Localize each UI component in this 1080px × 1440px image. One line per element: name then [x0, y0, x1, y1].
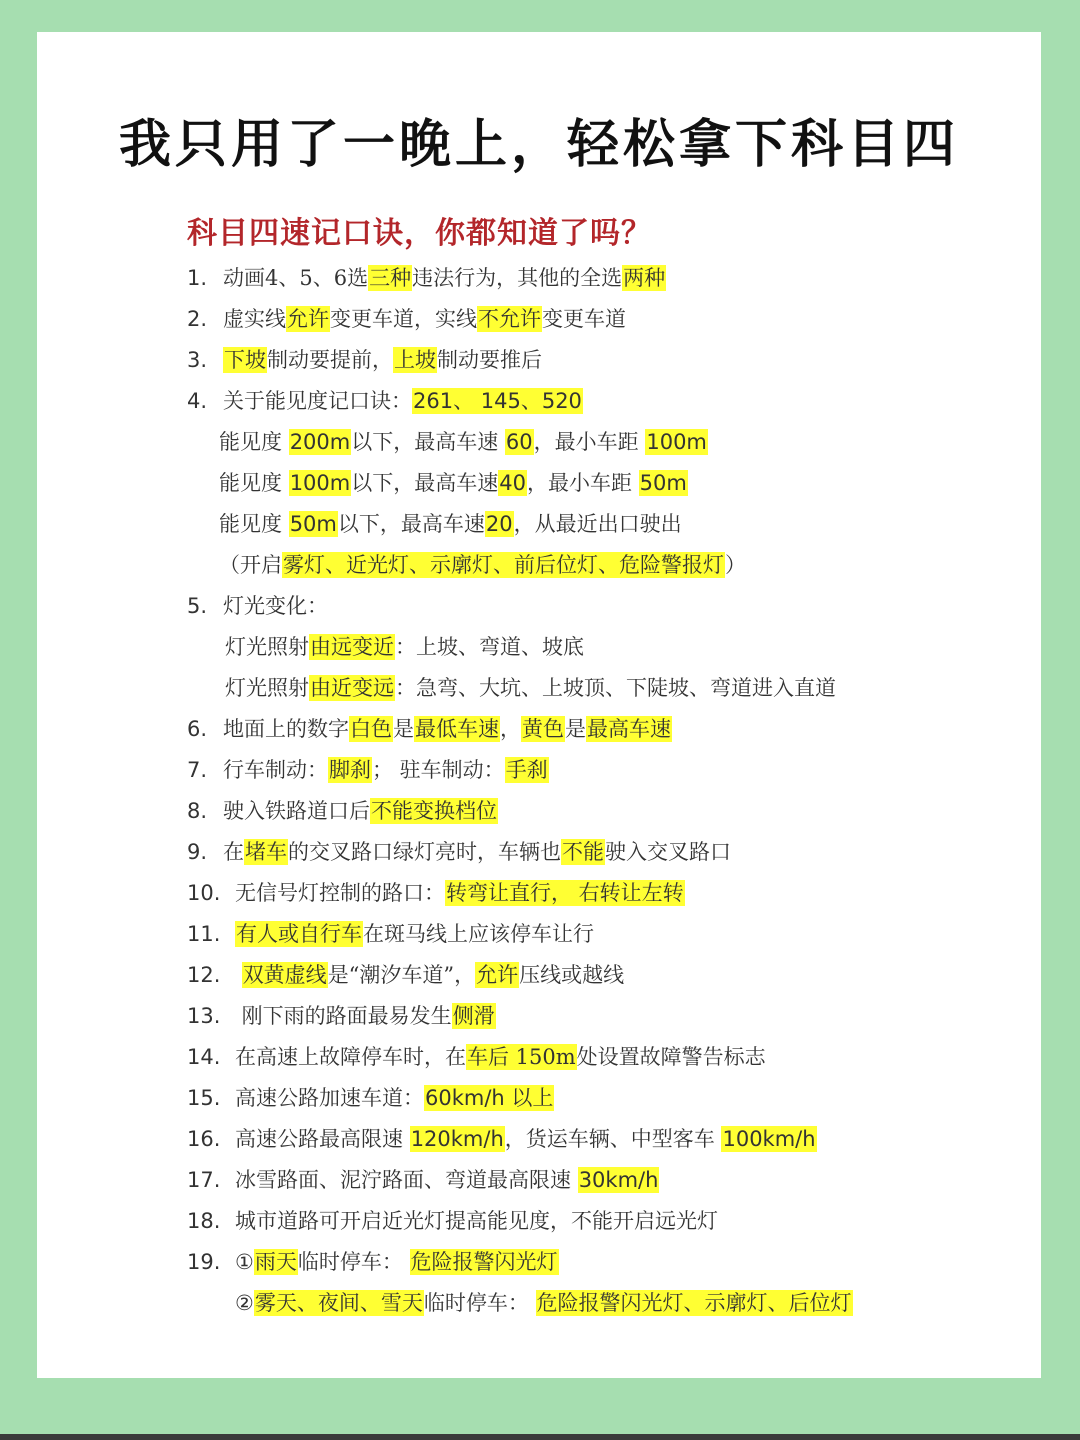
list-item	[187, 299, 626, 340]
highlighted-text: 50m	[639, 471, 687, 495]
item-number: 10.	[187, 881, 221, 905]
highlighted-text: 由近变远	[310, 676, 394, 700]
item-number: 7.	[187, 758, 208, 782]
item-text: 能见度	[219, 430, 289, 454]
list-item	[187, 709, 672, 750]
list-item	[187, 791, 498, 832]
item-text: ）	[725, 553, 746, 577]
list-item	[187, 258, 666, 299]
item-text: 处设置故障警告标志	[576, 1045, 766, 1069]
item-text: ，货运车辆、中型客车	[504, 1127, 722, 1151]
highlighted-text: 20	[485, 512, 513, 536]
item-text: 是“潮汐车道”，	[327, 963, 476, 987]
highlighted-text: 不能变换档位	[371, 799, 497, 823]
item-text: 在	[223, 840, 244, 864]
document-page	[37, 32, 1041, 1378]
highlighted-text: 黄色	[522, 717, 564, 741]
item-text: 是	[393, 717, 414, 741]
list-item	[219, 463, 688, 504]
item-text: 无信号灯控制的路口：	[235, 881, 445, 905]
highlighted-text: 100km/h	[722, 1127, 816, 1151]
highlighted-text: 200m	[289, 430, 351, 454]
highlighted-text: 危险报警闪光灯	[410, 1250, 558, 1274]
item-text: ，从最近出口驶出	[513, 512, 682, 536]
list-item	[187, 914, 594, 955]
list-item	[219, 504, 682, 545]
list-item	[187, 1201, 718, 1242]
highlighted-text: 40	[499, 471, 526, 495]
list-item	[187, 832, 731, 873]
item-text: 动画4、5、6选	[223, 266, 369, 290]
highlighted-text: 雾天、夜间、雪天	[254, 1291, 423, 1315]
item-text: 灯光照射	[225, 635, 309, 659]
item-text: 的交叉路口绿灯亮时，车辆也	[288, 840, 561, 864]
item-text: 压线或越线	[519, 963, 625, 987]
item-text: 城市道路可开启近光灯提高能见度，不能开启远光灯	[235, 1209, 718, 1233]
item-number: 14.	[187, 1045, 221, 1069]
item-text: ，最小车距	[533, 430, 646, 454]
item-text: 是	[565, 717, 586, 741]
highlighted-text: 60km/h 以上	[425, 1086, 554, 1110]
item-text: ①	[235, 1250, 254, 1274]
item-number: 17.	[187, 1168, 221, 1192]
page-subtitle: 科目四速记口诀，你都知道了吗？	[187, 216, 652, 251]
item-text: 灯光照射	[225, 676, 309, 700]
item-text: 以下，最高车速	[351, 430, 505, 454]
list-item	[187, 955, 624, 996]
list-item	[187, 340, 542, 381]
highlighted-text: 60	[505, 430, 533, 454]
list-item	[187, 750, 549, 791]
highlighted-text: 侧滑	[452, 1004, 495, 1028]
highlighted-text: 上坡	[394, 348, 436, 372]
item-text: ：上坡、弯道、坡底	[395, 635, 584, 659]
highlighted-text: 261、 145、520	[413, 389, 582, 413]
item-number: 1.	[187, 266, 208, 290]
list-item	[187, 996, 496, 1037]
item-text: 高速公路最高限速	[235, 1127, 410, 1151]
list-item	[187, 873, 685, 914]
item-number: 13.	[187, 1004, 221, 1028]
highlighted-text: 最低车速	[415, 717, 499, 741]
highlighted-text: 雾灯、近光灯、示廓灯、前后位灯、危险警报灯	[283, 553, 724, 577]
item-text: 临时停车：	[297, 1250, 410, 1274]
item-number: 3.	[187, 348, 208, 372]
item-number: 16.	[187, 1127, 221, 1151]
list-item	[187, 381, 583, 422]
item-number: 11.	[187, 922, 221, 946]
list-item	[219, 545, 746, 586]
item-text: 制动要推后	[437, 348, 542, 372]
item-number: 6.	[187, 717, 208, 741]
highlighted-text: 转弯让直行， 右转让左转	[446, 881, 684, 905]
item-text: 违法行为，其他的全选	[412, 266, 623, 290]
item-text: 能见度	[219, 512, 289, 536]
item-text: 能见度	[219, 471, 289, 495]
list-item	[225, 668, 836, 709]
item-number: 18.	[187, 1209, 221, 1233]
highlighted-text: 由远变近	[310, 635, 394, 659]
item-text: 驶入铁路道口后	[223, 799, 370, 823]
item-number: 4.	[187, 389, 208, 413]
list-item	[235, 1283, 853, 1324]
highlighted-text: 100m	[289, 471, 351, 495]
item-text: 以下，最高车速	[337, 512, 485, 536]
item-text: ； 驻车制动：	[372, 758, 505, 782]
item-text: 灯光变化：	[223, 594, 328, 618]
page-title: 我只用了一晚上，轻松拿下科目四	[118, 115, 959, 175]
item-text: 变更车道，实线	[330, 307, 477, 331]
list-item	[187, 586, 328, 627]
item-text: ，最小车距	[526, 471, 639, 495]
item-text: 地面上的数字	[223, 717, 349, 741]
item-number: 9.	[187, 840, 208, 864]
item-text: 临时停车：	[423, 1291, 536, 1315]
item-text: 行车制动：	[223, 758, 328, 782]
highlighted-text: 两种	[623, 266, 666, 290]
item-text: ②	[235, 1291, 254, 1315]
item-text: 驶入交叉路口	[605, 840, 731, 864]
item-text: 冰雪路面、泥泞路面、弯道最高限速	[235, 1168, 578, 1192]
item-text: 虚实线	[223, 307, 286, 331]
highlighted-text: 允许	[476, 963, 519, 987]
highlighted-text: 脚刹	[329, 758, 371, 782]
item-text: ，	[500, 717, 521, 741]
highlighted-text: 白色	[350, 717, 392, 741]
item-text: 高速公路加速车道：	[235, 1086, 424, 1110]
highlighted-text: 下坡	[224, 348, 266, 372]
highlighted-text: 三种	[369, 266, 412, 290]
list-item	[187, 1160, 659, 1201]
list-item	[187, 1242, 559, 1283]
highlighted-text: 30km/h	[578, 1168, 659, 1192]
highlighted-text: 50m	[289, 512, 337, 536]
highlighted-text: 120km/h	[410, 1127, 504, 1151]
bottom-bar	[0, 1434, 1080, 1440]
item-text: 制动要提前，	[267, 348, 393, 372]
item-text: ：急弯、大坑、上坡顶、下陡坡、弯道进入直道	[395, 676, 836, 700]
highlighted-text: 车后 150m	[467, 1045, 576, 1069]
highlighted-text: 手刹	[505, 758, 548, 782]
highlighted-text: 危险报警闪光灯、示廓灯、后位灯	[536, 1291, 852, 1315]
item-text: 在高速上故障停车时，在	[235, 1045, 466, 1069]
highlighted-text: 双黄虚线	[242, 963, 327, 987]
list-item	[187, 1078, 554, 1119]
highlighted-text: 有人或自行车	[236, 922, 362, 946]
item-number: 8.	[187, 799, 208, 823]
item-number: 2.	[187, 307, 208, 331]
item-text: 刚下雨的路面最易发生	[235, 1004, 452, 1028]
highlighted-text: 堵车	[245, 840, 287, 864]
highlighted-text: 不能	[562, 840, 604, 864]
list-item	[219, 422, 708, 463]
item-number: 5.	[187, 594, 208, 618]
item-number: 12.	[187, 963, 221, 987]
highlighted-text: 最高车速	[587, 717, 671, 741]
item-text: 以下，最高车速	[351, 471, 499, 495]
list-item	[225, 627, 584, 668]
item-text	[235, 963, 242, 987]
highlighted-text: 雨天	[254, 1250, 297, 1274]
highlighted-text: 允许	[287, 307, 329, 331]
highlighted-text: 100m	[646, 430, 707, 454]
list-item	[187, 1119, 817, 1160]
highlighted-text: 不允许	[478, 307, 541, 331]
item-text: 关于能见度记口诀：	[223, 389, 412, 413]
item-text: （开启	[219, 553, 282, 577]
item-text: 在斑马线上应该停车让行	[363, 922, 594, 946]
list-item	[187, 1037, 766, 1078]
item-number: 15.	[187, 1086, 221, 1110]
item-text: 变更车道	[542, 307, 626, 331]
item-number: 19.	[187, 1250, 221, 1274]
